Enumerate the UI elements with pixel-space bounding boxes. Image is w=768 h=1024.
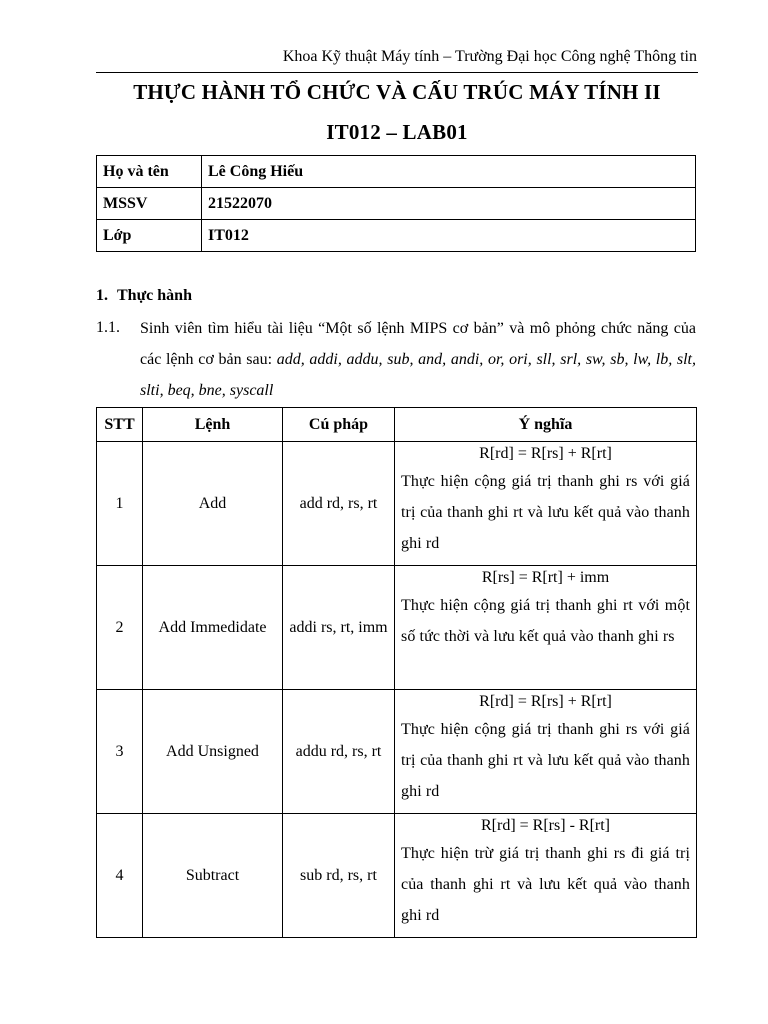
document-title: THỰC HÀNH TỔ CHỨC VÀ CẤU TRÚC MÁY TÍNH II xyxy=(133,80,661,104)
row-syntax: addi rs, rt, imm xyxy=(283,566,395,690)
row-command: Add Unsigned xyxy=(143,690,283,814)
item-text: Sinh viên tìm hiểu tài liệu “Một số lệnh MIPS cơ bản” và mô phỏng chức năng của các lệnh cơ bản sau: xyxy=(140,320,696,368)
lab-code: IT012 – LAB01 xyxy=(326,120,468,144)
row-formula: R[rd] = R[rs] - R[rt] xyxy=(481,817,610,834)
row-command: Add xyxy=(143,442,283,566)
row-formula: R[rs] = R[rt] + imm xyxy=(481,569,610,586)
table-header-row xyxy=(97,408,697,442)
info-row xyxy=(97,188,696,220)
row-meaning xyxy=(395,690,697,814)
info-key: Lớp xyxy=(97,220,202,252)
section-heading: Thực hành xyxy=(117,287,192,304)
command-list: add, addi, addu, sub, and, andi, or, ori, sll, srl, sw, sb, lw, lb, slt, slti, beq, bne, syscall xyxy=(140,351,696,399)
info-key: MSSV xyxy=(97,188,202,220)
row-formula: R[rd] = R[rs] + R[rt] xyxy=(479,693,612,710)
item-paragraph xyxy=(140,313,696,406)
row-syntax: add rd, rs, rt xyxy=(283,442,395,566)
faculty-header: Khoa Kỹ thuật Máy tính – Trường Đại học Công nghệ Thông tin xyxy=(282,48,697,65)
row-description: Thực hiện cộng giá trị thanh ghi rs với giá trị của thanh ghi rt và lưu kết quả vào thanh ghi rd xyxy=(401,473,690,552)
row-meaning xyxy=(395,814,697,938)
item-number: 1.1. xyxy=(96,319,120,336)
section-number: 1. xyxy=(96,287,108,304)
row-stt: 3 xyxy=(97,690,143,814)
row-description: Thực hiện trừ giá trị thanh ghi rs đi giá trị của thanh ghi rt và lưu kết quả vào thanh ghi rd xyxy=(401,845,690,924)
table-row xyxy=(97,690,697,814)
info-row xyxy=(97,220,696,252)
row-syntax: sub rd, rs, rt xyxy=(283,814,395,938)
row-command: Subtract xyxy=(143,814,283,938)
info-value: IT012 xyxy=(202,220,696,252)
row-formula: R[rd] = R[rs] + R[rt] xyxy=(479,445,612,462)
row-meaning xyxy=(395,566,697,690)
row-stt: 1 xyxy=(97,442,143,566)
col-header-stt: STT xyxy=(97,408,143,442)
row-stt: 4 xyxy=(97,814,143,938)
student-info-table xyxy=(96,155,696,252)
table-row xyxy=(97,566,697,690)
row-meaning xyxy=(395,442,697,566)
header-divider xyxy=(96,72,698,73)
row-description: Thực hiện cộng giá trị thanh ghi rs với giá trị của thanh ghi rt và lưu kết quả vào thanh ghi rd xyxy=(401,721,690,800)
table-row xyxy=(97,442,697,566)
col-header-syntax: Cú pháp xyxy=(283,408,395,442)
row-stt: 2 xyxy=(97,566,143,690)
mips-command-table xyxy=(96,407,697,938)
info-value: Lê Công Hiếu xyxy=(202,156,696,188)
row-command: Add Immedidate xyxy=(143,566,283,690)
col-header-command: Lệnh xyxy=(143,408,283,442)
row-syntax: addu rd, rs, rt xyxy=(283,690,395,814)
table-row xyxy=(97,814,697,938)
info-row xyxy=(97,156,696,188)
col-header-meaning: Ý nghĩa xyxy=(395,408,697,442)
info-value: 21522070 xyxy=(202,188,696,220)
row-description: Thực hiện cộng giá trị thanh ghi rt với một số tức thời và lưu kết quả vào thanh ghi rs xyxy=(401,597,690,645)
info-key: Họ và tên xyxy=(97,156,202,188)
